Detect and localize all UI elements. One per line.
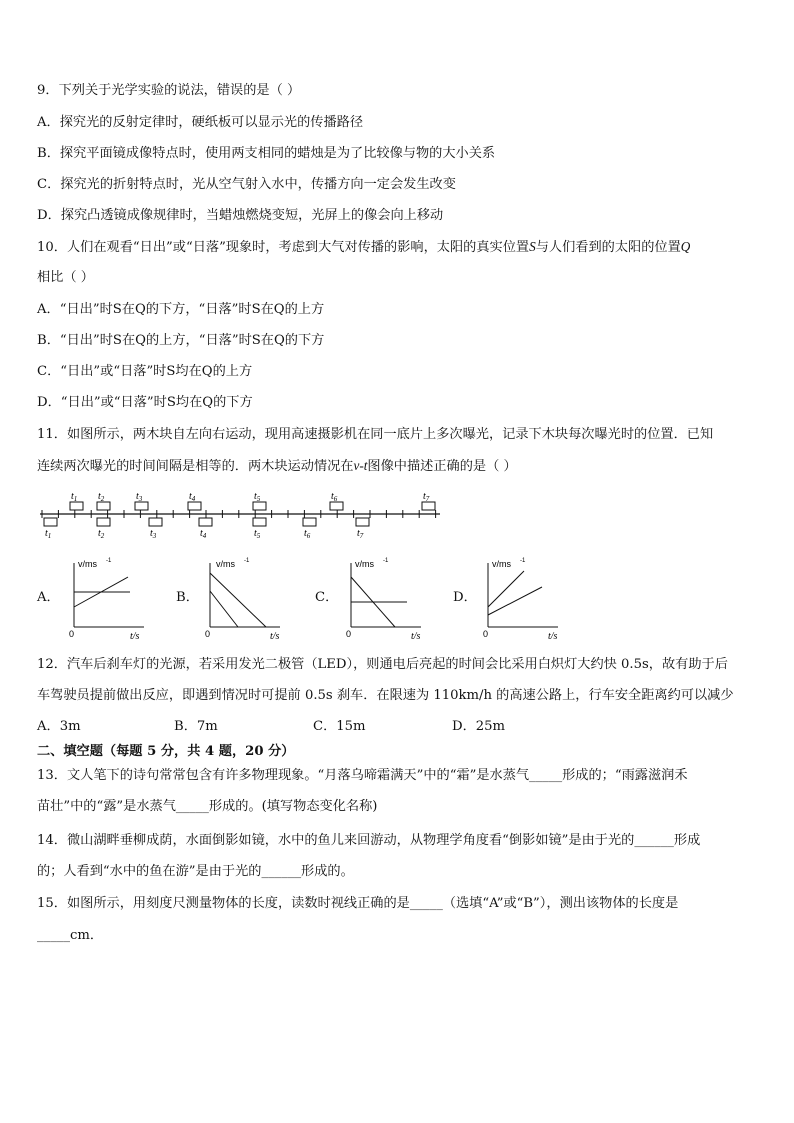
top-t7-block xyxy=(422,502,435,510)
q12-option-d: D．25m xyxy=(452,719,506,734)
bottom-t3-label: $t_3$ xyxy=(150,528,157,540)
graph-a-xlabel: t/s xyxy=(130,631,140,641)
q11-stem-part1: 连续两次曝光的时间间隔是相等的．两木块运动情况在 xyxy=(37,459,354,474)
graph-b-origin: 0 xyxy=(205,629,211,639)
q9-option-c: C．探究光的折射特点时，光从空气射入水中，传播方向一定会发生改变 xyxy=(37,177,456,192)
q9-stem: 9．下列关于光学实验的说法，错误的是（ ） xyxy=(37,83,301,98)
bottom-t4-label: $t_4$ xyxy=(200,528,207,540)
q12-option-b: B．7m xyxy=(174,719,218,734)
bottom-t3-block xyxy=(149,518,162,526)
exposure-diagram xyxy=(38,488,448,540)
top-t4-block xyxy=(188,502,201,510)
q10-var-s: S xyxy=(529,239,536,254)
bottom-t6-block xyxy=(303,518,316,526)
section2-title: 二、填空题（每题 5 分，共 4 题，20 分） xyxy=(37,744,295,759)
graph-option-b-label: B． xyxy=(176,590,199,605)
top-t1-label: $t_1$ xyxy=(71,491,78,503)
q11-stem-line2 xyxy=(37,457,517,476)
q10-stem-line1 xyxy=(37,238,690,257)
graph-a-ylabel: v/ms xyxy=(78,559,97,569)
q13-line2: 苗壮”中的“露”是水蒸气_____形成的。(填写物态变化名称) xyxy=(37,799,378,814)
q9-option-a: A．探究光的反射定律时，硬纸板可以显示光的传播路径 xyxy=(37,115,364,130)
graph-b xyxy=(200,555,290,641)
bottom-t5-block xyxy=(253,518,266,526)
q15-line2: _____cm． xyxy=(37,928,104,943)
top-t3-block xyxy=(135,502,148,510)
q9-option-d: D．探究凸透镜成像规律时，当蜡烛燃烧变短，光屏上的像会向上移动 xyxy=(37,208,444,223)
graph-option-c-label: C． xyxy=(315,590,339,605)
bottom-t5-label: $t_5$ xyxy=(254,528,261,540)
graph-a xyxy=(64,555,154,641)
q10-option-d: D．“日出”或“日落”时S均在Q的下方 xyxy=(37,395,253,410)
graph-d-origin: 0 xyxy=(483,629,489,639)
q12-option-a: A．3m xyxy=(37,719,81,734)
top-t4-label: $t_4$ xyxy=(189,491,196,503)
q14-line1: 14．微山湖畔垂柳成荫，水面倒影如镜，水中的鱼儿来回游动，从物理学角度看“倒影如镜”是由于光的______形成 xyxy=(37,833,701,848)
graph-option-a-label: A． xyxy=(37,590,60,605)
q11-stem-line1: 11．如图所示，两木块自左向右运动，现用高速摄影机在同一底片上多次曝光，记录下木块每次曝光时的位置．已知 xyxy=(37,427,714,442)
bottom-t2-label: $t_2$ xyxy=(98,528,105,540)
top-t2-block xyxy=(97,502,110,510)
graph-d-line-steep xyxy=(488,571,524,607)
q11-vt: v-t xyxy=(353,458,368,473)
top-t2-label: $t_2$ xyxy=(98,491,105,503)
top-t5-block xyxy=(253,502,266,510)
bottom-t4-block xyxy=(199,518,212,526)
top-t5-label: $t_5$ xyxy=(254,491,261,503)
q15-line1: 15．如图所示，用刻度尺测量物体的长度，读数时视线正确的是_____（选填“A”或“B”），测出该物体的长度是 xyxy=(37,896,679,911)
graph-a-origin: 0 xyxy=(69,629,75,639)
graph-d-line-gentle xyxy=(488,587,542,615)
bottom-t6-label: $t_6$ xyxy=(304,528,311,540)
graph-b-ylabel: v/ms xyxy=(216,559,235,569)
graph-c xyxy=(341,555,431,641)
top-t6-label: $t_6$ xyxy=(331,491,338,503)
q12-option-c: C．15m xyxy=(313,719,366,734)
bottom-t7-label: $t_7$ xyxy=(357,528,364,540)
graph-d-ylabel: v/ms xyxy=(492,559,511,569)
top-t3-label: $t_3$ xyxy=(136,491,143,503)
graph-option-d-label: D． xyxy=(453,590,477,605)
q14-line2: 的；人看到“水中的鱼在游”是由于光的______形成的。 xyxy=(37,864,354,879)
top-t1-block xyxy=(70,502,83,510)
bottom-t2-block xyxy=(97,518,110,526)
q10-var-q: Q xyxy=(680,239,691,254)
graph-d xyxy=(478,555,568,641)
graph-c-xlabel: t/s xyxy=(411,631,421,641)
bottom-t1-label: $t_1$ xyxy=(45,528,52,540)
q10-stem-part2: 与人们看到的太阳的位置 xyxy=(535,240,681,255)
graph-b-xlabel: t/s xyxy=(270,631,280,641)
bottom-t1-block xyxy=(44,518,57,526)
top-t6-block xyxy=(330,502,343,510)
q12-stem-line2: 车驾驶员提前做出反应，即遇到情况时可提前 0.5s 刹车．在限速为 110km/h 的高速公路上，行车安全距离约可以减少 xyxy=(37,688,734,703)
q10-option-c: C．“日出”或“日落”时S均在Q的上方 xyxy=(37,364,253,379)
q10-option-a: A．“日出”时S在Q的下方，“日落”时S在Q的上方 xyxy=(37,302,325,317)
q10-option-b: B．“日出”时S在Q的上方，“日落”时S在Q的下方 xyxy=(37,333,325,348)
graph-c-origin: 0 xyxy=(346,629,352,639)
q10-stem-line2: 相比（ ） xyxy=(37,270,94,285)
q12-stem-line1: 12．汽车后刹车灯的光源，若采用发光二极管（LED），则通电后亮起的时间会比采用白炽灯大约快 0.5s，故有助于后 xyxy=(37,657,728,672)
graph-d-ylabel-sup: -1 xyxy=(520,558,526,564)
graph-b-ylabel-sup: -1 xyxy=(244,558,250,564)
graph-c-ylabel: v/ms xyxy=(355,559,374,569)
q9-option-b: B．探究平面镜成像特点时，使用两支相同的蜡烛是为了比较像与物的大小关系 xyxy=(37,146,496,161)
bottom-t7-block xyxy=(356,518,369,526)
graph-c-ylabel-sup: -1 xyxy=(383,558,389,564)
top-t7-label: $t_7$ xyxy=(423,491,430,503)
q11-stem-part2: 图像中描述正确的是（ ） xyxy=(367,459,517,474)
q13-line1: 13．文人笔下的诗句常常包含有许多物理现象。“月落乌啼霜满天”中的“霜”是水蒸气_____形成的；“雨露滋润禾 xyxy=(37,768,688,783)
graph-b-line-steep-1 xyxy=(210,573,266,627)
q10-stem-part1: 10．人们在观看“日出”或“日落”现象时，考虑到大气对传播的影响，太阳的真实位置 xyxy=(37,240,530,255)
graph-d-xlabel: t/s xyxy=(548,631,558,641)
graph-a-ylabel-sup: -1 xyxy=(106,558,112,564)
